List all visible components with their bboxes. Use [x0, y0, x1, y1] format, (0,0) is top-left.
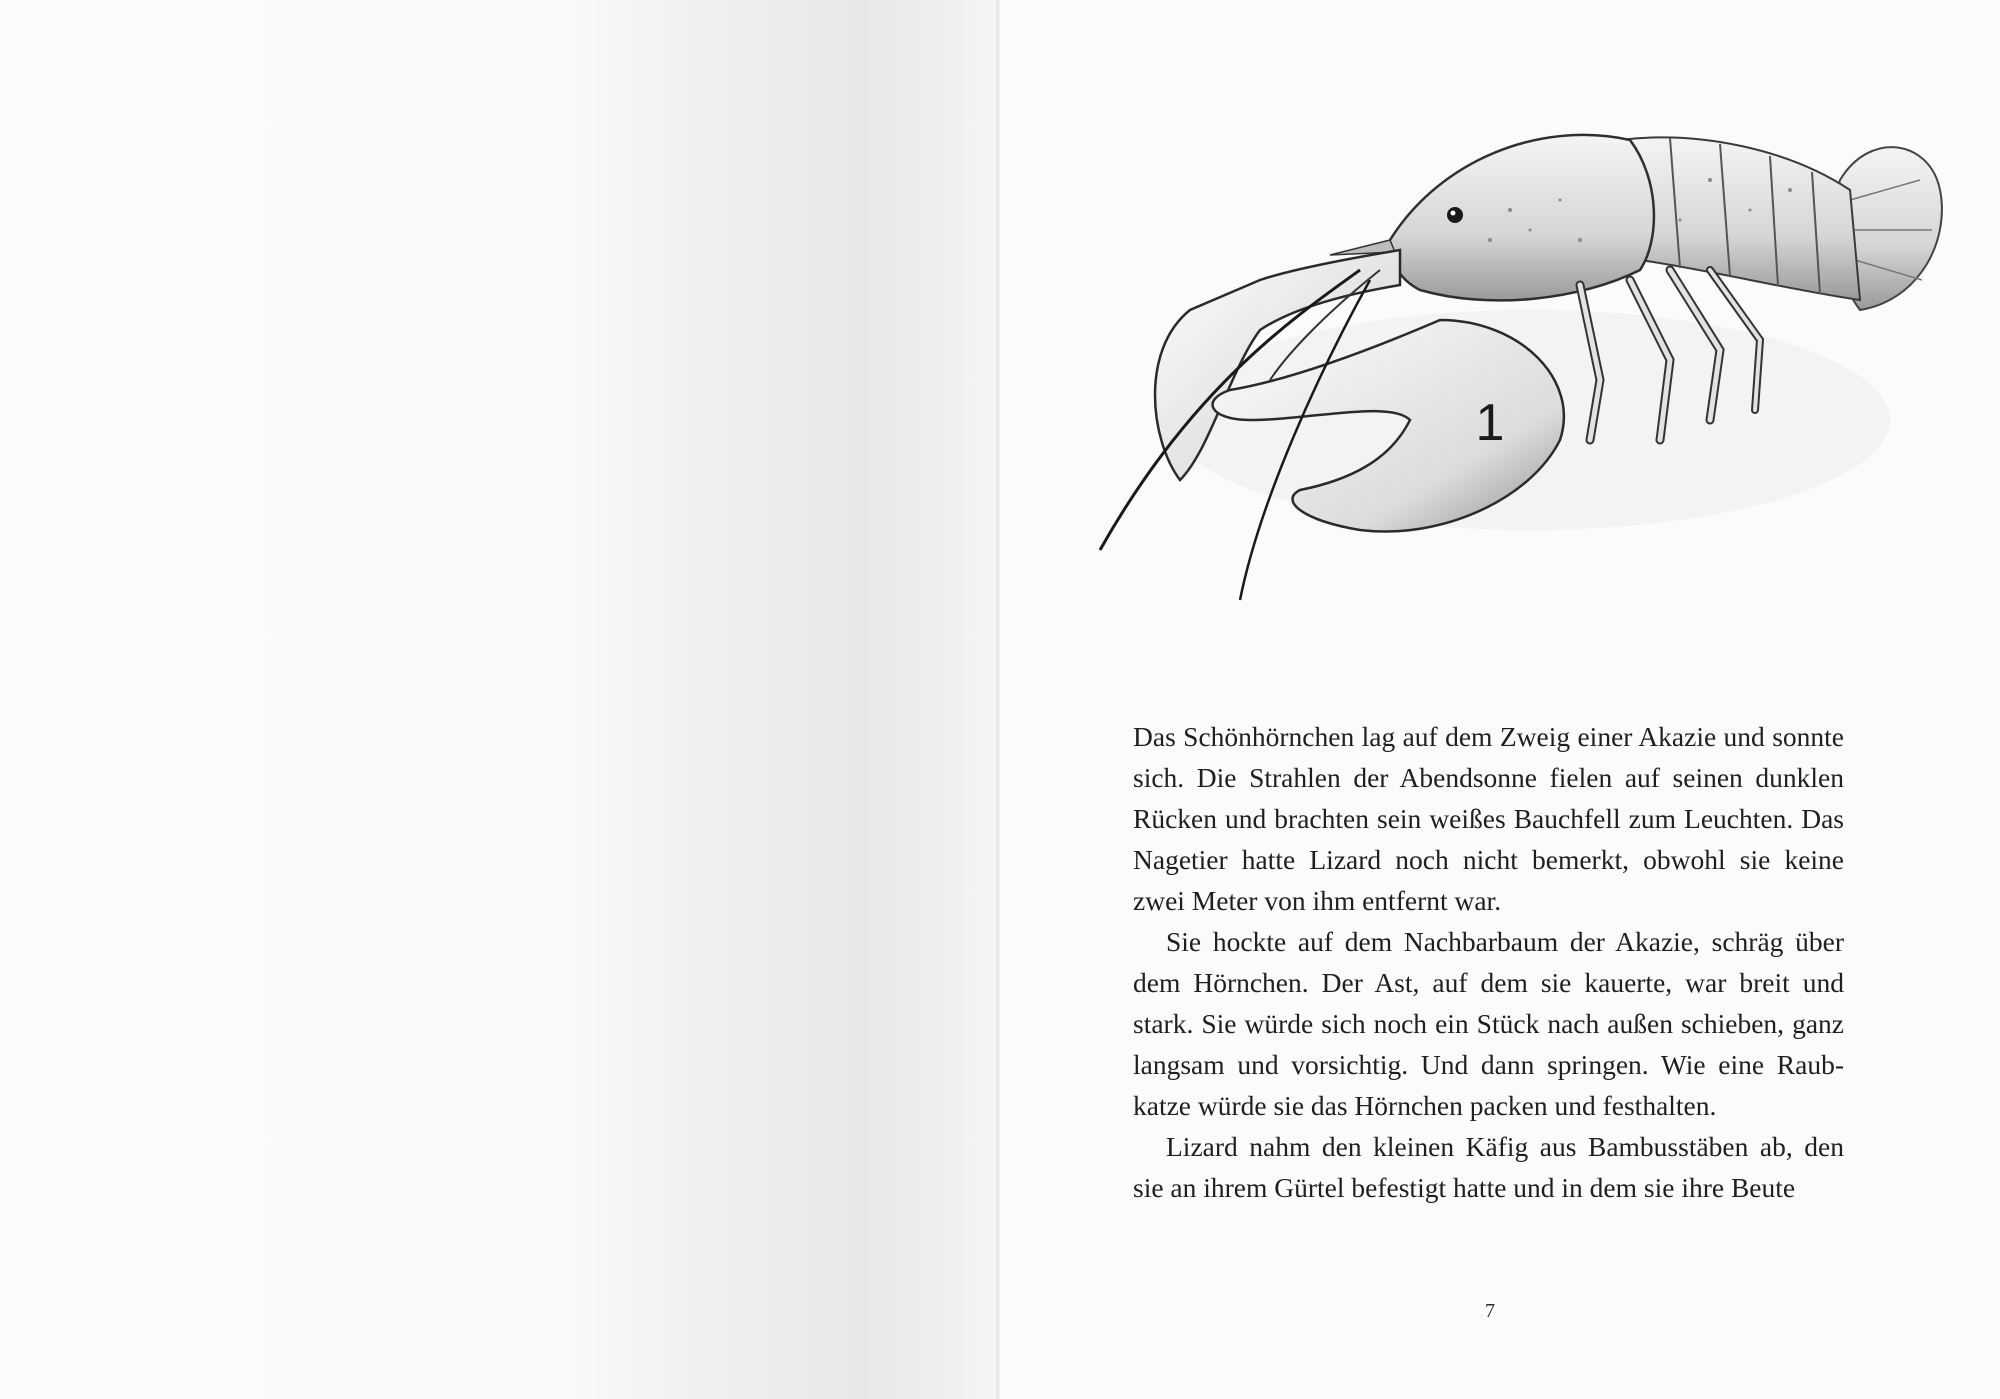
paragraph-2: Sie hockte auf dem Nachbarbaum der Akazie, schräg über dem Hörnchen. Der Ast, auf dem sie kauerte, war breit und stark. Sie würde sich noch ein Stück nach außen schieben, ganz langsam und vorsichtig. Und dann springen. Wie eine Raubkatze würde sie das Hörnchen packen und festhalten.	[1133, 926, 1844, 1121]
chapter-body-text	[1133, 716, 1844, 1208]
page-number: 7	[1485, 1300, 1495, 1322]
chapter-number: 1	[1475, 394, 1505, 452]
lobster-illustration	[1060, 120, 1960, 640]
paragraph-1: Das Schönhörnchen lag auf dem Zweig einer Akazie und sonnte sich. Die Strahlen der Abendsonne fielen auf seinen dunklen Rücken und brachten sein weißes Bauchfell zum Leuchten. Das Nagetier hatte Lizard noch nicht bemerkt, obwohl sie keine zwei Meter von ihm entfernt war.	[1133, 721, 1844, 916]
paragraph-3: Lizard nahm den kleinen Käfig aus Bambusstäben ab, den sie an ihrem Gürtel befestigt hatte und in dem sie ihre Beute	[1133, 1131, 1844, 1203]
